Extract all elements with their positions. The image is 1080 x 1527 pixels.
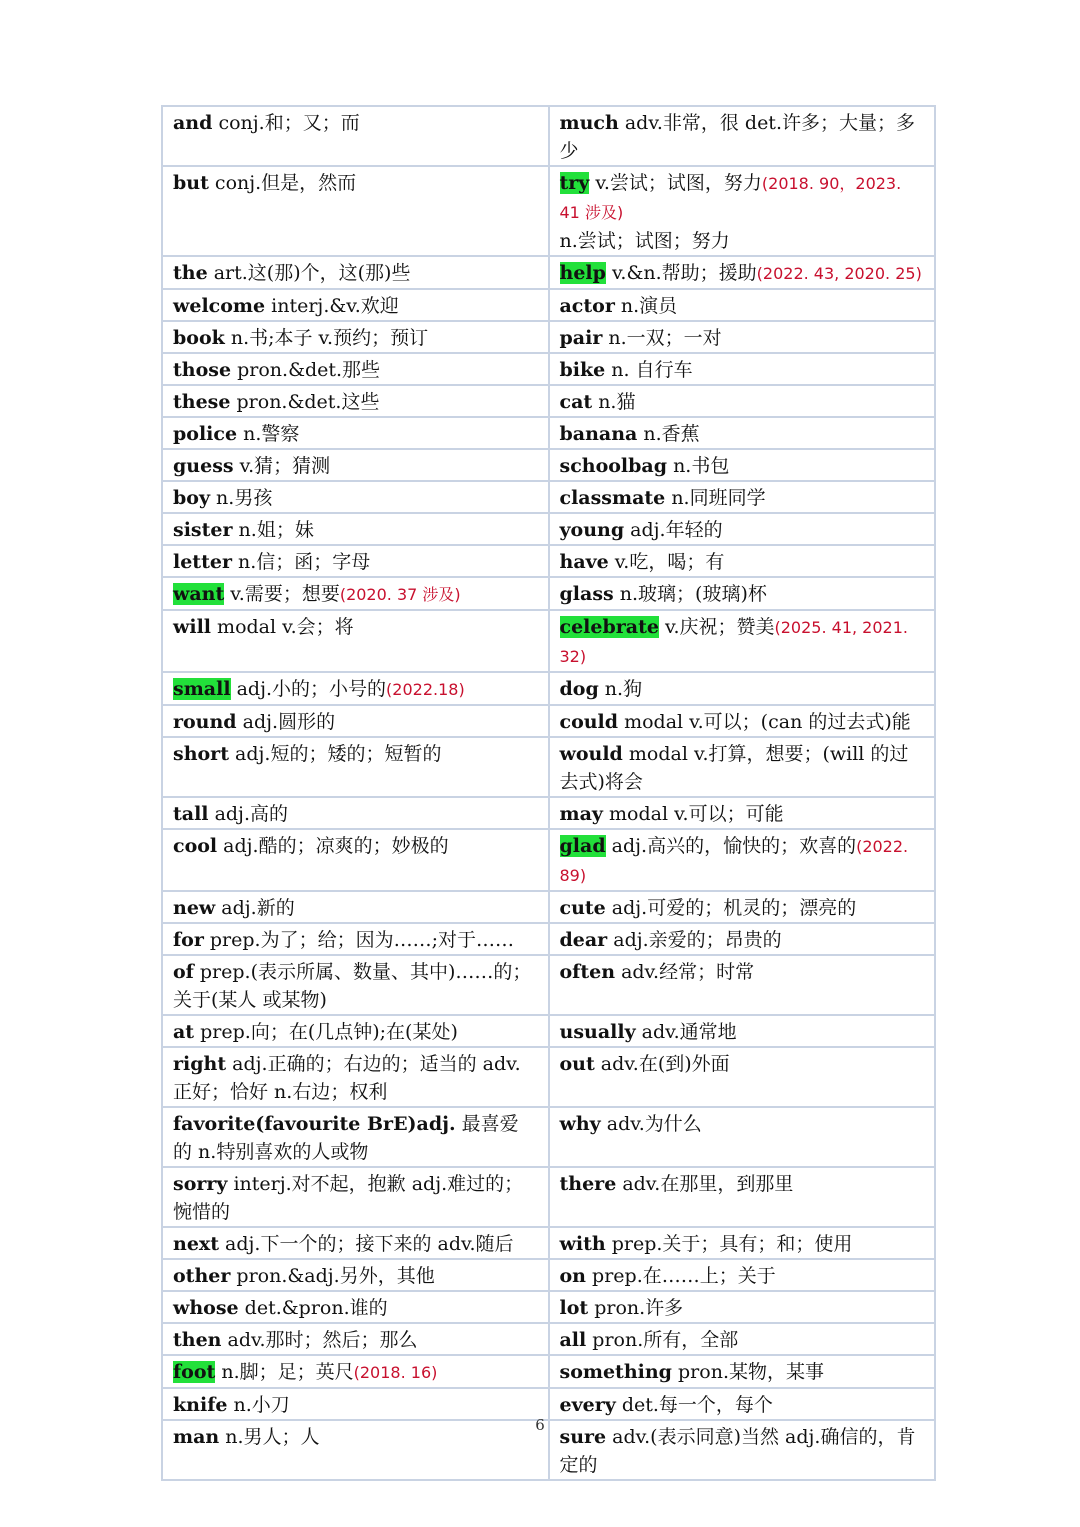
vocab-entry-cell [162, 1323, 549, 1355]
definition: adv.(表示同意)当然 adj.确信的，肯定的 [559, 1426, 916, 1476]
table-row [162, 481, 935, 513]
definition: n.一双；一对 [602, 327, 722, 349]
definition: adj.年轻的 [624, 519, 723, 541]
headword: next [173, 1233, 220, 1255]
table-row [162, 353, 935, 385]
vocab-entry-cell [549, 1107, 936, 1167]
headword: could [559, 711, 619, 733]
headword: cat [559, 391, 593, 413]
headword: will [173, 616, 212, 638]
vocab-entry-cell [162, 417, 549, 449]
vocab-entry-cell [549, 610, 936, 672]
headword: lot [559, 1297, 589, 1319]
headword: round [173, 711, 237, 733]
exam-reference-note: (2022.18) [386, 680, 465, 699]
vocab-entry-cell [549, 417, 936, 449]
headword: much [559, 112, 619, 134]
vocab-entry-cell [162, 385, 549, 417]
definition: prep.为了；给；因为……;对于…… [203, 929, 514, 951]
definition: v.猜；猜测 [233, 455, 331, 477]
exam-reference-note: (2025. 41, 2021. 32) [559, 618, 908, 666]
definition: n.猫 [592, 391, 636, 413]
highlighted-headword: celebrate [559, 616, 659, 638]
vocab-entry-cell [549, 321, 936, 353]
definition: det.每一个，每个 [615, 1394, 773, 1416]
table-row [162, 417, 935, 449]
definition: adj.高兴的，愉快的；欢喜的 [605, 835, 857, 857]
vocab-entry-cell [162, 166, 549, 256]
vocab-entry-cell [549, 955, 936, 1015]
table-row [162, 577, 935, 610]
vocab-entry-cell [162, 513, 549, 545]
vocab-entry-cell [549, 449, 936, 481]
vocab-entry-cell [549, 891, 936, 923]
headword: the [173, 262, 208, 284]
vocab-entry-cell [549, 256, 936, 289]
vocab-entry-cell [162, 1015, 549, 1047]
table-row [162, 737, 935, 797]
table-row [162, 449, 935, 481]
headword: tall [173, 803, 209, 825]
headword: letter [173, 551, 232, 573]
definition: n.警察 [237, 423, 300, 445]
vocabulary-table-body [162, 106, 935, 1480]
exam-reference-note: (2022. 89) [559, 837, 909, 885]
vocab-entry-cell [162, 545, 549, 577]
headword: sure [559, 1426, 607, 1448]
vocab-entry-cell [549, 289, 936, 321]
headword: sister [173, 519, 233, 541]
vocab-entry-cell [162, 577, 549, 610]
headword: other [173, 1265, 231, 1287]
definition: adv.在那里，到那里 [616, 1173, 794, 1195]
definition: n.同班同学 [665, 487, 766, 509]
headword: short [173, 743, 229, 765]
vocabulary-table [161, 105, 936, 1481]
table-row [162, 513, 935, 545]
headword: on [559, 1265, 586, 1287]
definition: prep.向；在(几点钟);在(某处) [194, 1021, 458, 1043]
headword: actor [559, 295, 615, 317]
vocab-entry-cell [549, 577, 936, 610]
definition: adv.非常，很 det.许多；大量；多少 [559, 112, 915, 162]
definition-extra: n.尝试；试图；努力 [559, 230, 730, 252]
headword: these [173, 391, 231, 413]
definition: det.&pron.谁的 [238, 1297, 388, 1319]
vocab-entry-cell [162, 829, 549, 891]
headword: with [559, 1233, 606, 1255]
definition: v.尝试；试图，努力 [589, 172, 762, 194]
definition: v.需要；想要 [224, 583, 340, 605]
vocab-entry-cell [162, 106, 549, 166]
vocab-entry-cell [549, 797, 936, 829]
headword: dog [559, 678, 599, 700]
vocab-entry-cell [549, 166, 936, 256]
definition: v.吃，喝；有 [608, 551, 725, 573]
definition: adj.正确的；右边的；适当的 adv.正好；恰好 n.右边；权利 [173, 1053, 521, 1103]
table-row [162, 256, 935, 289]
headword: every [559, 1394, 616, 1416]
definition: pron.&det.这些 [230, 391, 380, 413]
highlighted-headword: small [173, 678, 231, 700]
vocab-entry-cell [162, 1107, 549, 1167]
headword: for [173, 929, 204, 951]
definition: n.姐；妹 [232, 519, 314, 541]
vocab-entry-cell [549, 1167, 936, 1227]
definition: n.脚；足；英尺 [215, 1361, 354, 1383]
definition: n.信；函；字母 [231, 551, 371, 573]
definition: n. 自行车 [605, 359, 693, 381]
vocab-entry-cell [162, 1047, 549, 1107]
headword: classmate [559, 487, 666, 509]
definition: adj.可爱的；机灵的；漂亮的 [605, 897, 857, 919]
definition: n.书;本子 v.预约；预订 [224, 327, 429, 349]
definition: art.这(那)个，这(那)些 [207, 262, 411, 284]
table-row [162, 797, 935, 829]
exam-reference-note: (2022. 43, 2020. 25) [756, 264, 922, 283]
vocab-entry-cell [162, 797, 549, 829]
vocab-entry-cell [549, 353, 936, 385]
table-row [162, 1259, 935, 1291]
vocab-entry-cell [162, 610, 549, 672]
vocab-entry-cell [549, 1291, 936, 1323]
definition: prep.(表示所属、数量、其中)……的；关于(某人 或某物) [173, 961, 532, 1011]
vocab-entry-cell [162, 256, 549, 289]
headword: police [173, 423, 238, 445]
highlighted-headword: foot [173, 1361, 216, 1383]
table-row [162, 891, 935, 923]
headword: of [173, 961, 194, 983]
vocab-entry-cell [162, 289, 549, 321]
definition: pron.许多 [588, 1297, 684, 1319]
definition: adv.在(到)外面 [594, 1053, 730, 1075]
headword: bike [559, 359, 606, 381]
headword: cool [173, 835, 218, 857]
headword: but [173, 172, 209, 194]
definition: adv.经常；时常 [615, 961, 755, 983]
exam-reference-note: (2018. 16) [353, 1363, 438, 1382]
highlighted-headword: want [173, 583, 225, 605]
vocab-entry-cell [162, 1167, 549, 1227]
headword: may [559, 803, 603, 825]
definition: n.香蕉 [637, 423, 700, 445]
exam-reference-note: (2020. 37 涉及) [339, 585, 461, 604]
headword: glass [559, 583, 614, 605]
vocab-entry-cell [549, 1047, 936, 1107]
table-row [162, 1015, 935, 1047]
vocab-entry-cell [162, 923, 549, 955]
headword: book [173, 327, 225, 349]
headword: whose [173, 1297, 239, 1319]
vocab-entry-cell [549, 1323, 936, 1355]
definition: v.&n.帮助；援助 [605, 262, 757, 284]
highlighted-headword: glad [559, 835, 606, 857]
vocab-entry-cell [162, 449, 549, 481]
headword: man [173, 1426, 220, 1448]
definition: modal v.可以；(can 的过去式)能 [618, 711, 911, 733]
definition: n.男孩 [210, 487, 273, 509]
vocab-entry-cell [549, 1355, 936, 1388]
definition: modal v.会；将 [211, 616, 354, 638]
vocab-entry-cell [162, 1355, 549, 1388]
definition: pron.&adj.另外，其他 [230, 1265, 435, 1287]
vocab-entry-cell [549, 923, 936, 955]
vocab-entry-cell [162, 955, 549, 1015]
vocab-entry-cell [549, 1227, 936, 1259]
definition: pron.所有，全部 [586, 1329, 739, 1351]
table-row [162, 289, 935, 321]
definition: adj.小的；小号的 [230, 678, 387, 700]
definition: prep.在……上；关于 [586, 1265, 776, 1287]
headword: would [559, 743, 623, 765]
headword: young [559, 519, 625, 541]
headword: new [173, 897, 216, 919]
definition: pron.&det.那些 [231, 359, 381, 381]
definition: adj.圆形的 [236, 711, 336, 733]
definition: 最喜爱的 n.特别喜欢的人或物 [173, 1113, 519, 1163]
vocab-entry-cell [162, 353, 549, 385]
headword: out [559, 1053, 595, 1075]
table-row [162, 321, 935, 353]
vocab-entry-cell [162, 705, 549, 737]
headword: all [559, 1329, 587, 1351]
headword: those [173, 359, 232, 381]
headword: usually [559, 1021, 636, 1043]
headword: why [559, 1113, 601, 1135]
vocab-entry-cell [162, 891, 549, 923]
headword: often [559, 961, 616, 983]
headword: at [173, 1021, 195, 1043]
vocab-entry-cell [549, 672, 936, 705]
headword: pair [559, 327, 603, 349]
vocab-entry-cell [549, 106, 936, 166]
vocab-entry-cell [162, 321, 549, 353]
definition: prep.关于；具有；和；使用 [605, 1233, 853, 1255]
vocab-entry-cell [549, 737, 936, 797]
definition: conj.但是，然而 [208, 172, 357, 194]
headword: banana [559, 423, 638, 445]
headword: knife [173, 1394, 228, 1416]
headword: dear [559, 929, 608, 951]
headword: welcome [173, 295, 266, 317]
exam-reference-note: (2018. 90，2023. 41 涉及) [559, 174, 902, 222]
definition: conj.和；又；而 [212, 112, 360, 134]
table-row [162, 545, 935, 577]
headword: guess [173, 455, 234, 477]
definition: adj.短的；矮的；短暂的 [228, 743, 442, 765]
definition: n.男人；人 [219, 1426, 320, 1448]
table-row [162, 1227, 935, 1259]
headword: sorry [173, 1173, 228, 1195]
vocab-entry-cell [549, 1259, 936, 1291]
definition: adj.新的 [215, 897, 295, 919]
page-number: 6 [535, 1416, 545, 1434]
vocab-entry-cell [162, 481, 549, 513]
table-row [162, 955, 935, 1015]
table-row [162, 1291, 935, 1323]
definition: n.书包 [667, 455, 730, 477]
table-row [162, 1355, 935, 1388]
definition: interj.&v.欢迎 [265, 295, 399, 317]
highlighted-headword: try [559, 172, 590, 194]
table-row [162, 1107, 935, 1167]
table-row [162, 1047, 935, 1107]
vocab-entry-cell [162, 1227, 549, 1259]
headword: boy [173, 487, 210, 509]
vocab-entry-cell [549, 545, 936, 577]
definition: interj.对不起，抱歉 adj.难过的；惋惜的 [173, 1173, 524, 1223]
definition: pron.某物，某事 [671, 1361, 824, 1383]
table-row [162, 705, 935, 737]
headword: schoolbag [559, 455, 668, 477]
definition: adj.高的 [208, 803, 288, 825]
headword: cute [559, 897, 606, 919]
table-row [162, 672, 935, 705]
definition: adv.通常地 [635, 1021, 737, 1043]
definition: modal v.打算，想要；(will 的过去式)将会 [559, 743, 909, 793]
vocab-entry-cell [162, 1259, 549, 1291]
vocab-entry-cell [162, 672, 549, 705]
table-row [162, 106, 935, 166]
vocab-entry-cell [549, 385, 936, 417]
definition: n.玻璃；(玻璃)杯 [613, 583, 767, 605]
table-row [162, 166, 935, 256]
table-row [162, 829, 935, 891]
table-row [162, 610, 935, 672]
table-row [162, 385, 935, 417]
headword: something [559, 1361, 672, 1383]
definition: adv.为什么 [600, 1113, 702, 1135]
vocab-entry-cell [162, 737, 549, 797]
vocab-entry-cell [549, 513, 936, 545]
table-row [162, 1167, 935, 1227]
headword: then [173, 1329, 222, 1351]
definition: n.演员 [614, 295, 678, 317]
vocab-entry-cell [549, 829, 936, 891]
vocab-entry-cell [549, 705, 936, 737]
headword: have [559, 551, 609, 573]
definition: adj.下一个的；接下来的 adv.随后 [219, 1233, 514, 1255]
vocab-entry-cell [549, 481, 936, 513]
definition: n.狗 [598, 678, 643, 700]
vocab-entry-cell [162, 1291, 549, 1323]
definition: modal v.可以；可能 [602, 803, 784, 825]
headword: and [173, 112, 213, 134]
definition: v.庆祝；赞美 [658, 616, 775, 638]
definition: adj.亲爱的；昂贵的 [607, 929, 782, 951]
headword: favorite(favourite BrE)adj. [173, 1113, 456, 1135]
highlighted-headword: help [559, 262, 606, 284]
table-row [162, 923, 935, 955]
table-row [162, 1323, 935, 1355]
vocab-entry-cell [549, 1015, 936, 1047]
headword: there [559, 1173, 617, 1195]
definition: n.小刀 [227, 1394, 290, 1416]
definition: adj.酷的；凉爽的；妙极的 [217, 835, 449, 857]
headword: right [173, 1053, 227, 1075]
definition: adv.那时；然后；那么 [221, 1329, 418, 1351]
